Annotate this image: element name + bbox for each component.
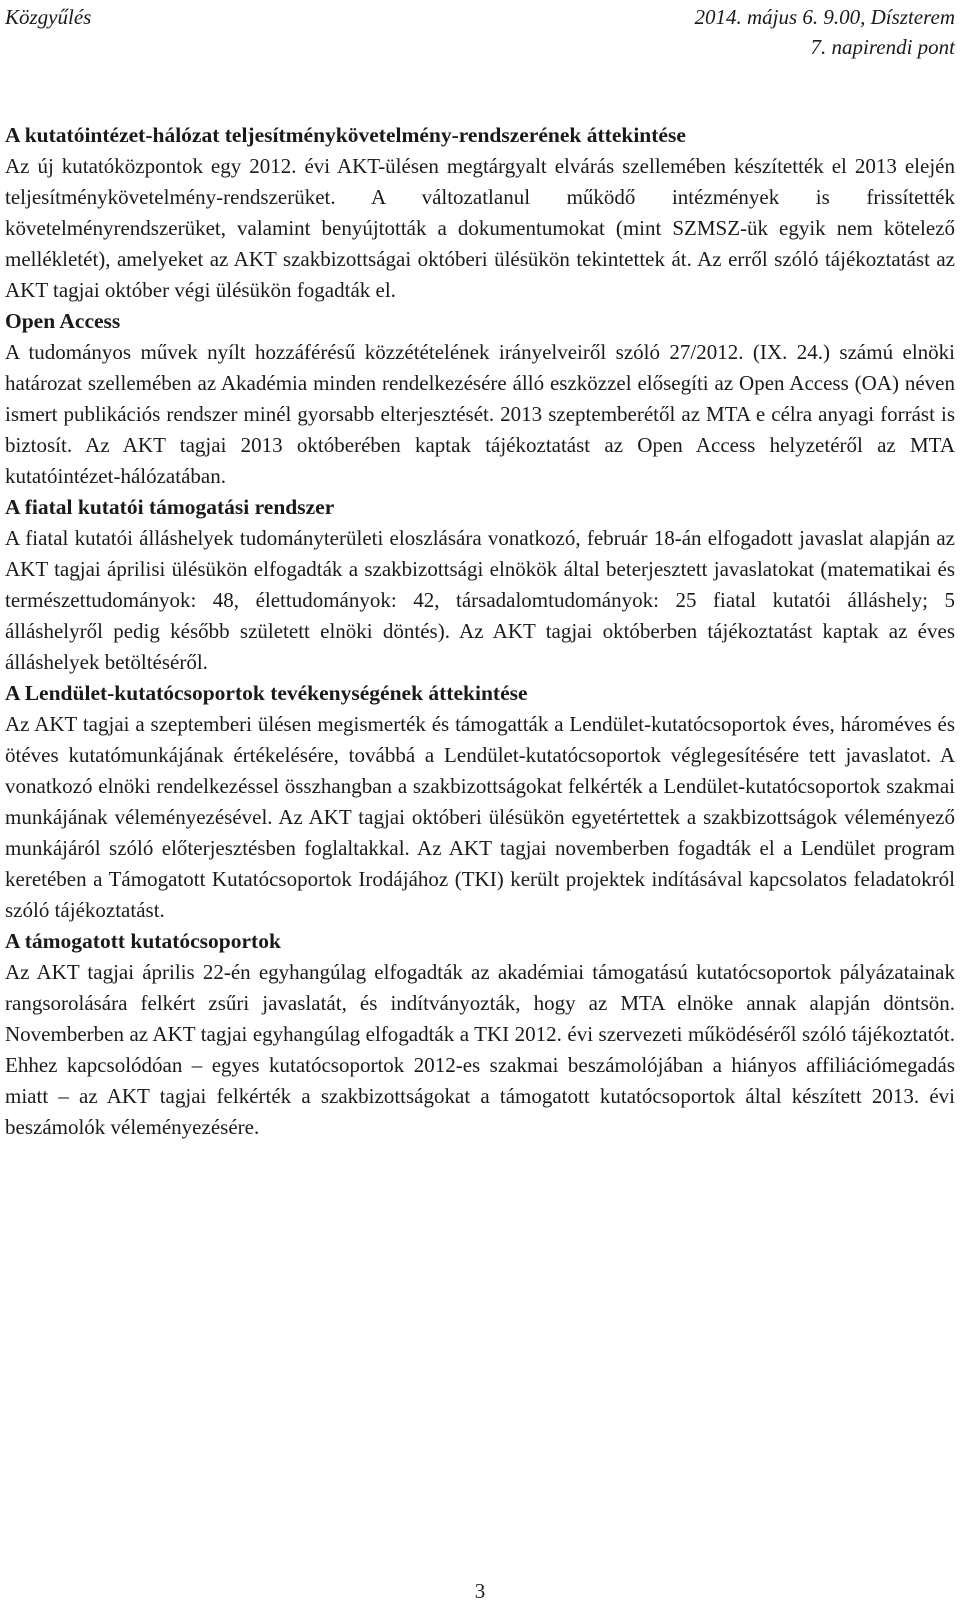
page-number: 3 [474,1579,486,1603]
section-body-young-researchers: A fiatal kutatói álláshelyek tudományterületi eloszlására vonatkozó, február 18-án elfogadott javaslat alapján az AKT tagjai áprilisi ülésükön elfogadták a szakbizottsági elnökök által beterjesztett javaslatokat (matematikai és természettudományok: 48, élettudományok: 42, társadalomtudományok: 25 fiatal kutatói álláshely; 5 álláshelyről pedig később született elnöki döntés). Az AKT tagjai októberben tájékoztatást kaptak az éves álláshelyek betöltéséről. [5,526,955,674]
section-title-supported-groups: A támogatott kutatócsoportok [5,929,281,953]
document-body [5,120,955,1143]
section-title-open-access: Open Access [5,309,121,333]
page-header [5,2,955,64]
section-body-open-access: A tudományos művek nyílt hozzáférésű közzétételének irányelveiről szóló 27/2012. (IX. 24.) számú elnöki határozat szellemében az Akadémia minden rendelkezésére álló eszközzel elősegíti az Open Access (OA) néven ismert publikációs rendszer minél gyorsabb elterjesztését. 2013 szeptemberétől az MTA e célra anyagi forrást is biztosít. Az AKT tagjai 2013 októberében kaptak tájékoztatást az Open Access helyzetéről az MTA kutatóintézet-hálózatában. [5,340,955,488]
section-title-young-researchers: A fiatal kutatói támogatási rendszer [5,495,335,519]
header-date-location: 2014. május 6. 9.00, Díszterem [694,5,955,29]
section-body-lendulet-groups: Az AKT tagjai a szeptemberi ülésen megismerték és támogatták a Lendület-kutatócsoportok éves, hároméves és ötéves kutatómunkájának értékelésére, továbbá a Lendület-kutatócsoportok véglegesítésére tett javaslatot. A vonatkozó elnöki rendelkezéssel összhangban a szakbizottságokat felkérték a Lendület-kutatócsoportok szakmai munkájának véleményezésével. Az AKT tagjai októberi ülésükön egyetértettek a szakbizottságok véleményező munkájáról szóló előterjesztésben foglaltakkal. Az AKT tagjai novemberben fogadták el a Lendület program keretében a Támogatott Kutatócsoportok Irodájához (TKI) került projektek indításával kapcsolatos feladatokról szóló tájékoztatást. [5,712,955,922]
section-title-performance-requirements: A kutatóintézet-hálózat teljesítménykövetelmény-rendszerének áttekintése [5,123,686,147]
section-body-supported-groups: Az AKT tagjai április 22-én egyhangúlag elfogadták az akadémiai támogatású kutatócsoportok pályázatainak rangsorolására felkért zsűri javaslatát, és indítványozták, hogy az MTA elnöke annak alapján döntsön. Novemberben az AKT tagjai egyhangúlag elfogadták a TKI 2012. évi szervezeti működéséről szóló tájékoztatót. Ehhez kapcsolódóan – egyes kutatócsoportok 2012-es szakmai beszámolójában a hiányos affiliációmegadás miatt – az AKT tagjai felkérték a szakbizottságokat a támogatott kutatócsoportok által készített 2013. évi beszámolók véleményezésére. [5,960,955,1139]
header-meeting-name: Közgyűlés [5,5,92,29]
header-agenda-item: 7. napirendi pont [810,35,955,59]
section-body-performance-requirements: Az új kutatóközpontok egy 2012. évi AKT-ülésen megtárgyalt elvárás szellemében készítették el 2013 elején teljesítménykövetelmény-rendszerüket. A változatlanul működő intézmények is frissítették követelményrendszerüket, valamint benyújtották a dokumentumokat (mint SZMSZ-ük egyik nem kötelező mellékletét), amelyeket az AKT szakbizottságai októberi ülésükön tekintettek át. Az erről szóló tájékoztatást az AKT tagjai október végi ülésükön fogadták el. [5,154,955,302]
section-title-lendulet-groups: A Lendület-kutatócsoportok tevékenységének áttekintése [5,681,528,705]
header-meeting-details [694,2,955,62]
